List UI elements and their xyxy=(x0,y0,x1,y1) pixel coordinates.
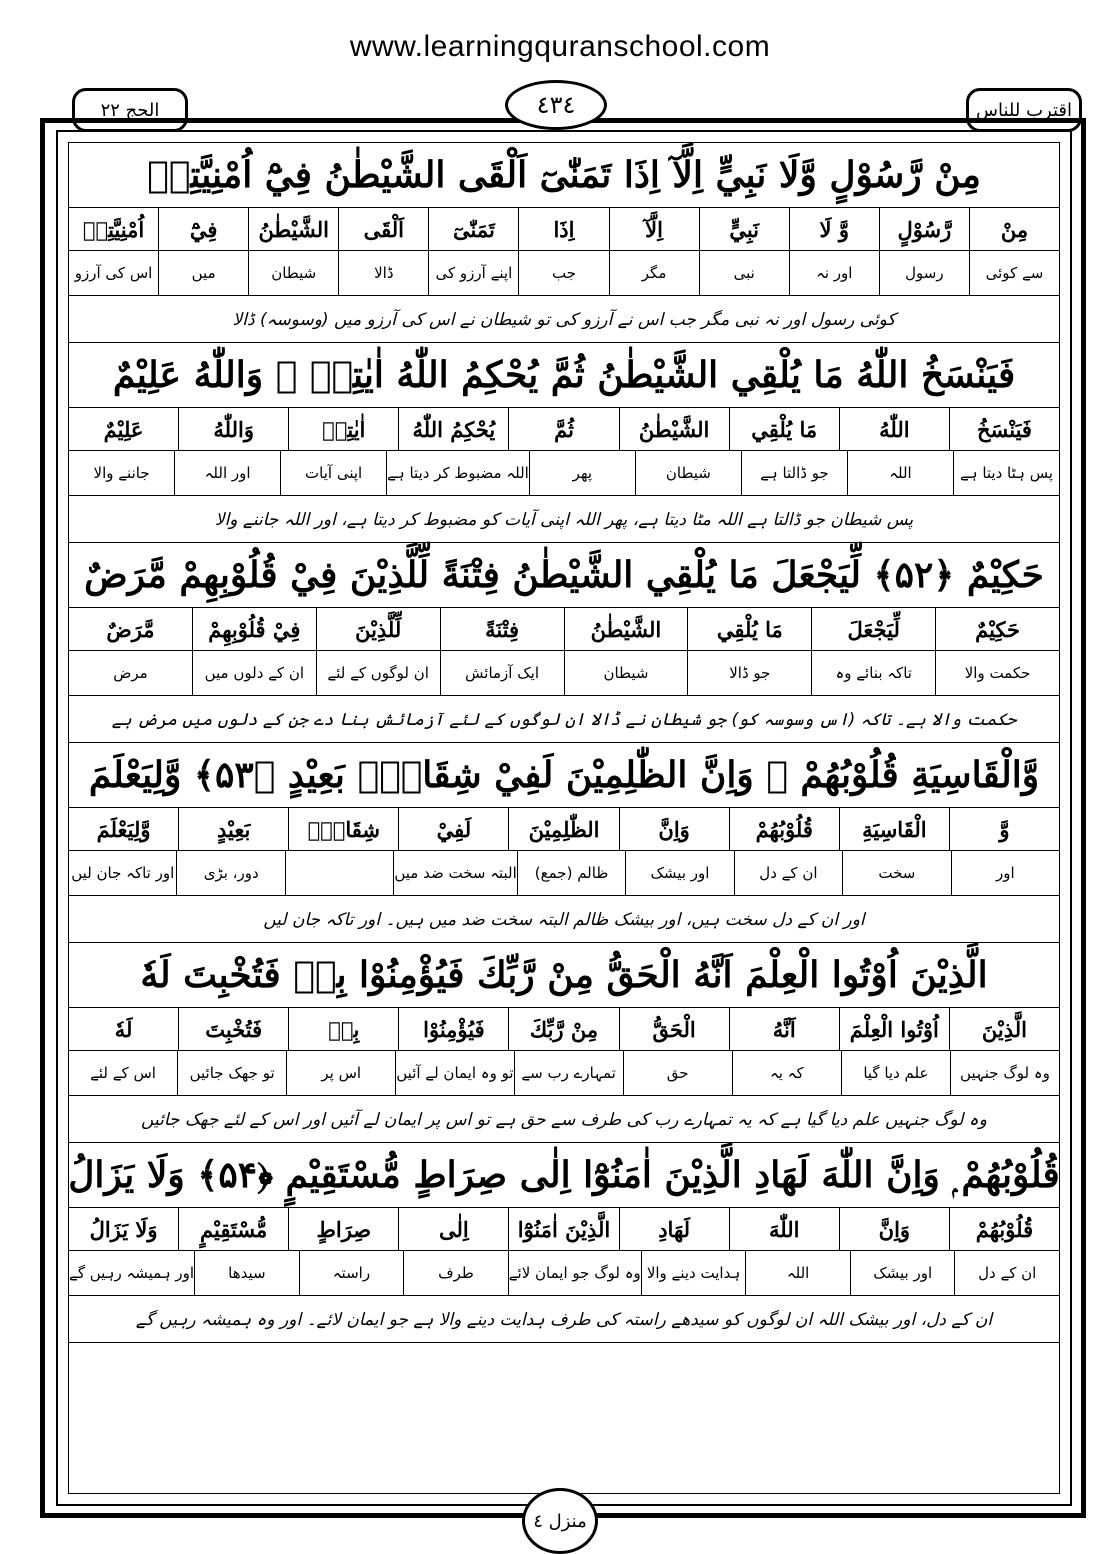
urdu-meaning-cell: طرف xyxy=(403,1251,508,1295)
arabic-word-cell: مِنْ رَّبِّكَ xyxy=(508,1008,618,1050)
arabic-word-cell: مُّسْتَقِيْمٍ xyxy=(178,1208,288,1250)
urdu-meaning-cell: حکمت والا xyxy=(935,651,1059,695)
urdu-meaning-cell: اور بیشک xyxy=(625,851,733,895)
urdu-meaning-cell: ان کے دل xyxy=(734,851,842,895)
arabic-word-cell: مِنْ xyxy=(969,208,1059,250)
urdu-meaning-cell: راستہ xyxy=(299,1251,404,1295)
urdu-meaning-cell: اور ہمیشہ رہیں گے xyxy=(69,1264,195,1282)
urdu-meaning-cell: حق xyxy=(623,1051,732,1095)
arabic-word-cell: حَكِيْمٌ xyxy=(935,608,1059,650)
arabic-word-cell: الشَّيْطٰنُ xyxy=(564,608,688,650)
urdu-meaning-cell: ان لوگوں کے لئے xyxy=(316,651,440,695)
urdu-translation-line: پس شیطان جو ڈالتا ہے اللہ مٹا دیتا ہے، پھر اللہ اپنی آیات کو مضبوط کر دیتا ہے، اور اللہ جاننے والا xyxy=(214,509,914,530)
urdu-meaning-cell: اس کے لئے xyxy=(90,1064,156,1082)
arabic-word-cell: عَلِيْمٌ xyxy=(103,416,144,442)
surah-name-label: الحج ٢٢ xyxy=(72,88,188,132)
urdu-meaning-cell: تو جھک جائیں xyxy=(177,1051,286,1095)
urdu-meaning-cell: ڈالا xyxy=(338,251,428,295)
word-by-word-row xyxy=(69,808,1059,851)
urdu-meaning-cell: جب xyxy=(518,251,608,295)
page-content xyxy=(68,142,1060,1494)
urdu-meaning-cell: اور xyxy=(951,851,1059,895)
arabic-word-cell: فَيَنْسَخُ xyxy=(949,408,1059,450)
urdu-meaning-cell: اللہ مضبوط کر دیتا ہے xyxy=(386,451,529,495)
urdu-meaning-cell: سیدھا xyxy=(194,1251,299,1295)
urdu-meaning-cell: اس پر xyxy=(286,1051,395,1095)
word-meaning-row xyxy=(69,251,1059,296)
arabic-word-cell: وَّلِيَعْلَمَ xyxy=(96,816,151,842)
urdu-translation-line: کوئی رسول اور نہ نبی مگر جب اس نے آرزو کی تو شیطان نے اس کی آرزو میں (وسوسہ) ڈالا xyxy=(232,309,896,330)
urdu-meaning-cell: ظالم (جمع) xyxy=(517,851,625,895)
arabic-word-cell: فِيْٓ xyxy=(158,208,248,250)
arabic-word-cell: اَلْقَى xyxy=(338,208,428,250)
arabic-word-cell: وَاللّٰهُ xyxy=(178,408,288,450)
arabic-word-cell: تَمَنّٰىٓ xyxy=(428,208,518,250)
arabic-verse-line: الَّذِيْنَ اُوْتُوا الْعِلْمَ اَنَّهُ الْحَقُّ مِنْ رَّبِّكَ فَيُؤْمِنُوْا بِهٖ فَتُخْبِتَ لَهٗ xyxy=(69,943,1059,1008)
urdu-meaning-cell: علم دیا گیا xyxy=(841,1051,950,1095)
arabic-verse-line: مِنْ رَّسُوْلٍ وَّلَا نَبِيٍّ اِلَّآ اِذَا تَمَنّٰىٓ اَلْقَى الشَّيْطٰنُ فِيْٓ اُمْنِيَّتِهٖ xyxy=(69,143,1059,208)
urdu-meaning-cell: شیطان xyxy=(248,251,338,295)
arabic-word-cell: بَعِيْدٍ xyxy=(178,808,288,850)
site-url: www.learningquranschool.com xyxy=(349,30,771,63)
urdu-meaning-cell: اللہ xyxy=(745,1251,850,1295)
urdu-meaning-cell: ہدایت دینے والا xyxy=(641,1251,746,1295)
urdu-meaning-cell: ان کے دل xyxy=(954,1251,1059,1295)
arabic-word-cell: الَّذِيْنَ xyxy=(949,1008,1059,1050)
urdu-meaning-cell: سخت xyxy=(842,851,950,895)
word-meaning-row xyxy=(69,1251,1059,1296)
arabic-word-cell: وَّ xyxy=(949,808,1059,850)
verse-section xyxy=(69,143,1059,343)
word-meaning-row xyxy=(69,451,1059,496)
word-by-word-row xyxy=(69,408,1059,451)
arabic-word-cell: فِتْنَةً xyxy=(440,608,564,650)
arabic-word-cell: مَا يُلْقِي xyxy=(687,608,811,650)
arabic-word-cell: مَا يُلْقِي xyxy=(729,408,839,450)
arabic-word-cell: اللّٰهُ xyxy=(839,408,949,450)
urdu-meaning-cell: اللہ xyxy=(847,451,953,495)
arabic-verse-line: قُلُوْبُهُمْ ۭ وَاِنَّ اللّٰهَ لَهَادِ الَّذِيْنَ اٰمَنُوْٓا اِلٰى صِرَاطٍ مُّسْتَقِيْمٍ ﴿۵۴﴾ وَلَا يَزَالُ xyxy=(69,1143,1059,1208)
urdu-meaning-cell: شیطان xyxy=(564,651,688,695)
urdu-meaning-cell: ایک آزمائش xyxy=(440,651,564,695)
arabic-word-cell: لَهَادِ xyxy=(619,1208,729,1250)
urdu-meaning-cell: اور بیشک xyxy=(850,1251,955,1295)
arabic-word-cell: اِلٰى xyxy=(398,1208,508,1250)
urdu-meaning-cell: جاننے والا xyxy=(93,464,150,482)
urdu-meaning-cell: تاکہ بنائے وہ xyxy=(811,651,935,695)
word-meaning-row xyxy=(69,851,1059,896)
arabic-word-cell: وَّ لَا xyxy=(789,208,879,250)
arabic-word-cell: اُمْنِيَّتِهٖ xyxy=(82,216,145,242)
arabic-word-cell: صِرَاطٍ xyxy=(288,1208,398,1250)
arabic-word-cell: فَيُؤْمِنُوْا xyxy=(398,1008,508,1050)
arabic-word-cell: لَفِيْ xyxy=(398,808,508,850)
urdu-meaning-cell: مرض xyxy=(113,664,148,682)
urdu-meaning-cell: رسول xyxy=(879,251,969,295)
verse-section xyxy=(69,943,1059,1143)
arabic-word-cell: يُحْكِمُ اللّٰهُ xyxy=(398,408,508,450)
verse-section xyxy=(69,1143,1059,1343)
arabic-word-cell: اِذَا xyxy=(518,208,608,250)
arabic-word-cell: الْقَاسِيَةِ xyxy=(839,808,949,850)
arabic-word-cell: اللّٰهَ xyxy=(729,1208,839,1250)
urdu-meaning-cell: جو ڈالا xyxy=(687,651,811,695)
urdu-translation-line: ان کے دل، اور بیشک اللہ ان لوگوں کو سیدھے راستہ کی طرف ہدایت دینے والا ہے جو ایمان لائے۔ اور وہ ہمیشہ رہیں گے xyxy=(135,1309,993,1330)
urdu-meaning-cell: البتہ سخت ضد میں xyxy=(393,851,516,895)
arabic-word-cell: وَاِنَّ xyxy=(839,1208,949,1250)
arabic-verse-line: فَيَنْسَخُ اللّٰهُ مَا يُلْقِي الشَّيْطٰنُ ثُمَّ يُحْكِمُ اللّٰهُ اٰيٰتِهٖ ۗ وَاللّٰهُ عَلِيْمٌ xyxy=(69,343,1059,408)
urdu-meaning-cell: اس کی آرزو xyxy=(74,264,153,282)
arabic-word-cell: اِلَّآ xyxy=(609,208,699,250)
urdu-translation-line: حکمت والا ہے۔ تاکہ (اس وسوسہ کو) جو شیطان نے ڈالا ان لوگوں کے لئے آزمائش بنا دے جن کے دلوں میں مرض ہے xyxy=(111,709,1017,730)
word-by-word-row xyxy=(69,1008,1059,1051)
urdu-meaning-cell: تو وہ ایمان لے آئیں xyxy=(395,1051,513,1095)
arabic-word-cell: قُلُوْبُهُمْ xyxy=(729,808,839,850)
word-meaning-row xyxy=(69,651,1059,696)
urdu-meaning-cell xyxy=(285,851,393,895)
arabic-word-cell: رَّسُوْلٍ xyxy=(879,208,969,250)
urdu-meaning-cell: دور، بڑی xyxy=(176,851,284,895)
urdu-meaning-cell: اور تاکہ جان لیں xyxy=(71,864,175,882)
arabic-word-cell: فَتُخْبِتَ xyxy=(178,1008,288,1050)
word-by-word-row xyxy=(69,1208,1059,1251)
arabic-verse-line: حَكِيْمٌ ﴿۵۲﴾ لِّيَجْعَلَ مَا يُلْقِي الشَّيْطٰنُ فِتْنَةً لِّلَّذِيْنَ فِيْ قُلُوْبِهِمْ مَّرَضٌ xyxy=(69,543,1059,608)
urdu-meaning-cell: جو ڈالتا ہے xyxy=(741,451,847,495)
urdu-translation-line: اور ان کے دل سخت ہیں، اور بیشک ظالم البتہ سخت ضد میں ہیں۔ اور تاکہ جان لیں xyxy=(263,909,865,930)
arabic-word-cell: لِّلَّذِيْنَ xyxy=(316,608,440,650)
urdu-meaning-cell: وہ لوگ جو ایمان لائے xyxy=(508,1251,641,1295)
urdu-meaning-cell: تمہارے رب سے xyxy=(514,1051,623,1095)
urdu-meaning-cell: نبی xyxy=(699,251,789,295)
arabic-word-cell: الشَّيْطٰنُ xyxy=(248,208,338,250)
urdu-meaning-cell: پھر xyxy=(529,451,635,495)
arabic-word-cell: لِّيَجْعَلَ xyxy=(811,608,935,650)
page-number: ٤٣٤ xyxy=(505,80,607,130)
word-meaning-row xyxy=(69,1051,1059,1096)
arabic-word-cell: الظّٰلِمِيْنَ xyxy=(508,808,618,850)
verse-section xyxy=(69,543,1059,743)
arabic-word-cell: الَّذِيْنَ اٰمَنُوْٓا xyxy=(508,1208,618,1250)
arabic-word-cell: اَنَّهُ xyxy=(729,1008,839,1050)
urdu-meaning-cell: ان کے دلوں میں xyxy=(192,651,316,695)
urdu-meaning-cell: مگر xyxy=(609,251,699,295)
arabic-word-cell: اٰيٰتِهٖ xyxy=(288,408,398,450)
urdu-meaning-cell: شیطان xyxy=(635,451,741,495)
urdu-meaning-cell: وہ لوگ جنہیں xyxy=(950,1051,1059,1095)
arabic-word-cell: وَاِنَّ xyxy=(619,808,729,850)
arabic-word-cell: بِهٖ xyxy=(288,1008,398,1050)
arabic-word-cell: اُوْتُوا الْعِلْمَ xyxy=(839,1008,949,1050)
urdu-meaning-cell: میں xyxy=(158,251,248,295)
arabic-word-cell: الْحَقُّ xyxy=(619,1008,729,1050)
word-by-word-row xyxy=(69,208,1059,251)
manzil-marker: منزل ٤ xyxy=(522,1488,598,1554)
urdu-meaning-cell: اپنے آرزو کی xyxy=(428,251,518,295)
verse-section xyxy=(69,343,1059,543)
urdu-translation-line: وہ لوگ جنہیں علم دیا گیا ہے کہ یہ تمہارے رب کی طرف سے حق ہے تو اس پر ایمان لے آئیں اور اس کے لئے جھک جائیں xyxy=(141,1109,987,1130)
urdu-meaning-cell: اور اللہ xyxy=(174,451,280,495)
arabic-word-cell: الشَّيْطٰنُ xyxy=(619,408,729,450)
arabic-word-cell: ثُمَّ xyxy=(508,408,618,450)
juz-name-label: اقترب للناس xyxy=(966,88,1082,132)
arabic-word-cell: شِقَاقٍۢ xyxy=(288,808,398,850)
word-by-word-row xyxy=(69,608,1059,651)
arabic-word-cell: قُلُوْبُهُمْ xyxy=(949,1208,1059,1250)
verse-section xyxy=(69,743,1059,943)
arabic-word-cell: فِيْ قُلُوْبِهِمْ xyxy=(192,608,316,650)
urdu-meaning-cell: سے کوئی xyxy=(969,251,1059,295)
arabic-word-cell: وَلَا يَزَالُ xyxy=(89,1216,158,1242)
arabic-word-cell: نَبِيٍّ xyxy=(699,208,789,250)
urdu-meaning-cell: اپنی آیات xyxy=(280,451,386,495)
urdu-meaning-cell: پس ہٹا دیتا ہے xyxy=(953,451,1059,495)
urdu-meaning-cell: کہ یہ xyxy=(732,1051,841,1095)
arabic-word-cell: مَّرَضٌ xyxy=(106,616,155,642)
arabic-verse-line: وَّالْقَاسِيَةِ قُلُوْبُهُمْ ۭ وَاِنَّ الظّٰلِمِيْنَ لَفِيْ شِقَاقٍۢ بَعِيْدٍ ﴿۵۳﴾ وَّلِيَعْلَمَ xyxy=(69,743,1059,808)
urdu-meaning-cell: اور نہ xyxy=(789,251,879,295)
arabic-word-cell: لَهٗ xyxy=(114,1016,133,1042)
